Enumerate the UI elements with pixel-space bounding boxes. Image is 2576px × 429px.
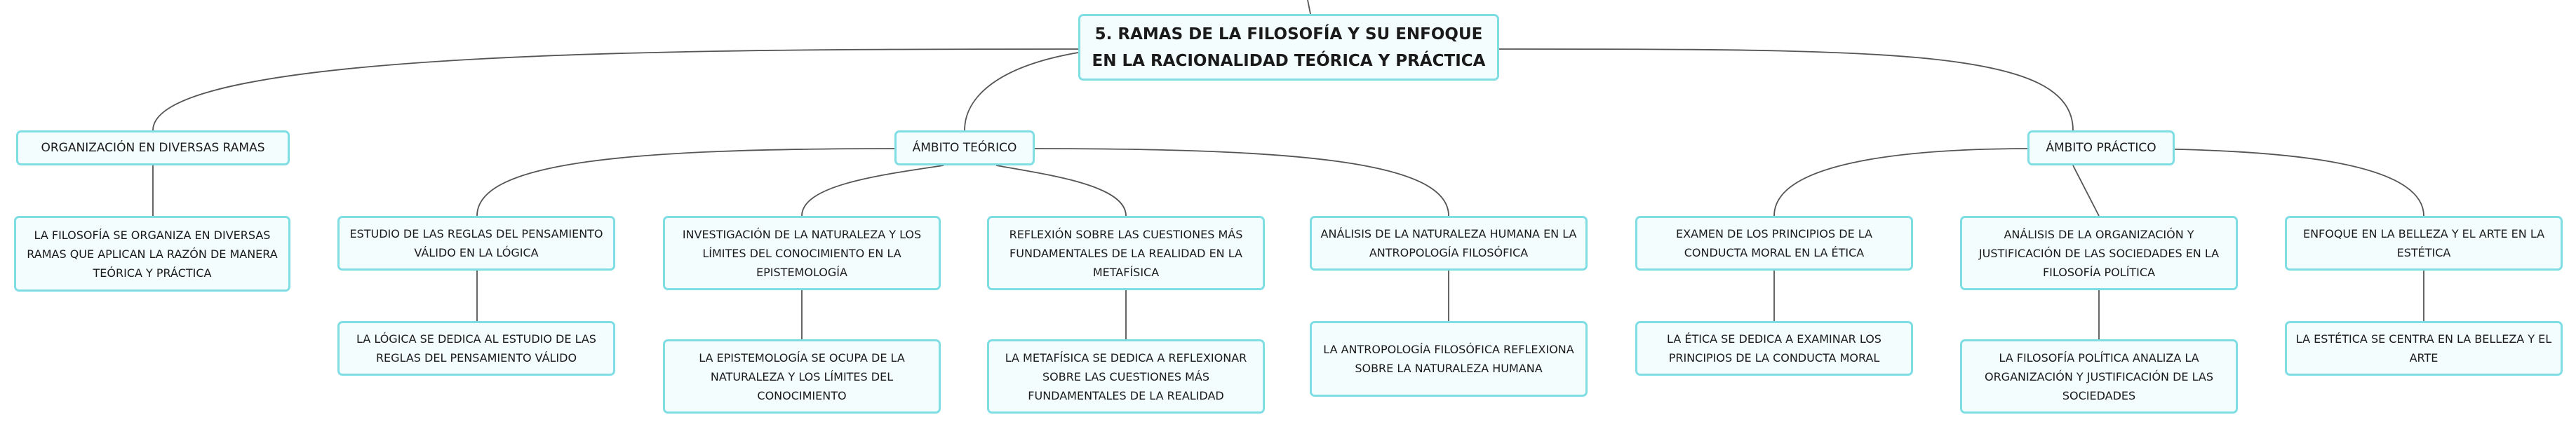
connector [996,165,1126,216]
connector [2073,165,2099,216]
connector [965,53,1078,130]
topic-etica[interactable]: EXAMEN DE LOS PRINCIPIOS DE LA CONDUCTA MORAL EN LA ÉTICA [1635,216,1913,271]
topic-antropologia[interactable]: ANÁLISIS DE LA NATURALEZA HUMANA EN LA ANTROPOLOGÍA FILOSÓFICA [1310,216,1588,271]
connector [1308,0,1310,14]
topic-filosofia-politica[interactable]: ANÁLISIS DE LA ORGANIZACIÓN Y JUSTIFICACIÓN DE LAS SOCIEDADES EN LA FILOSOFÍA POLÍTICA [1960,216,2238,290]
topic-epistemologia[interactable]: INVESTIGACIÓN DE LA NATURALEZA Y LOS LÍMITES DEL CONOCIMIENTO EN LA EPISTEMOLOGÍA [663,216,941,290]
topic-estetica[interactable]: ENFOQUE EN LA BELLEZA Y EL ARTE EN LA ESTÉTICA [2285,216,2563,271]
detail-estetica[interactable]: LA ESTÉTICA SE CENTRA EN LA BELLEZA Y EL ARTE [2285,321,2563,376]
connector [1774,149,2031,216]
topic-logica[interactable]: ESTUDIO DE LAS REGLAS DEL PENSAMIENTO VÁLIDO EN LA LÓGICA [337,216,615,271]
connector [477,149,898,216]
branch-ambito-teorico[interactable]: ÁMBITO TEÓRICO [894,130,1035,165]
branch-organizacion[interactable]: ORGANIZACIÓN EN DIVERSAS RAMAS [16,130,290,165]
connector [802,165,944,216]
detail-metafisica[interactable]: LA METAFÍSICA SE DEDICA A REFLEXIONAR SOBRE LAS CUESTIONES MÁS FUNDAMENTALES DE LA REALIDAD [987,339,1265,414]
detail-filosofia-politica[interactable]: LA FILOSOFÍA POLÍTICA ANALIZA LA ORGANIZACIÓN Y JUSTIFICACIÓN DE LAS SOCIEDADES [1960,339,2238,414]
detail-antropologia[interactable]: LA ANTROPOLOGÍA FILOSÓFICA REFLEXIONA SOBRE LA NATURALEZA HUMANA [1310,321,1588,397]
connector [153,49,1078,130]
detail-epistemologia[interactable]: LA EPISTEMOLOGÍA SE OCUPA DE LA NATURALEZA Y LOS LÍMITES DEL CONOCIMIENTO [663,339,941,414]
connector [1035,149,1449,216]
connector [1498,49,2073,130]
topic-organizacion-ramas[interactable]: LA FILOSOFÍA SE ORGANIZA EN DIVERSAS RAMAS QUE APLICAN LA RAZÓN DE MANERA TEÓRICA Y PRÁCTICA [14,216,290,292]
root-topic[interactable]: 5. RAMAS DE LA FILOSOFÍA Y SU ENFOQUE EN LA RACIONALIDAD TEÓRICA Y PRÁCTICA [1078,14,1499,81]
branch-ambito-practico[interactable]: ÁMBITO PRÁCTICO [2027,130,2175,165]
detail-logica[interactable]: LA LÓGICA SE DEDICA AL ESTUDIO DE LAS REGLAS DEL PENSAMIENTO VÁLIDO [337,321,615,376]
topic-metafisica[interactable]: REFLEXIÓN SOBRE LAS CUESTIONES MÁS FUNDAMENTALES DE LA REALIDAD EN LA METAFÍSICA [987,216,1265,290]
detail-etica[interactable]: LA ÉTICA SE DEDICA A EXAMINAR LOS PRINCIPIOS DE LA CONDUCTA MORAL [1635,321,1913,376]
